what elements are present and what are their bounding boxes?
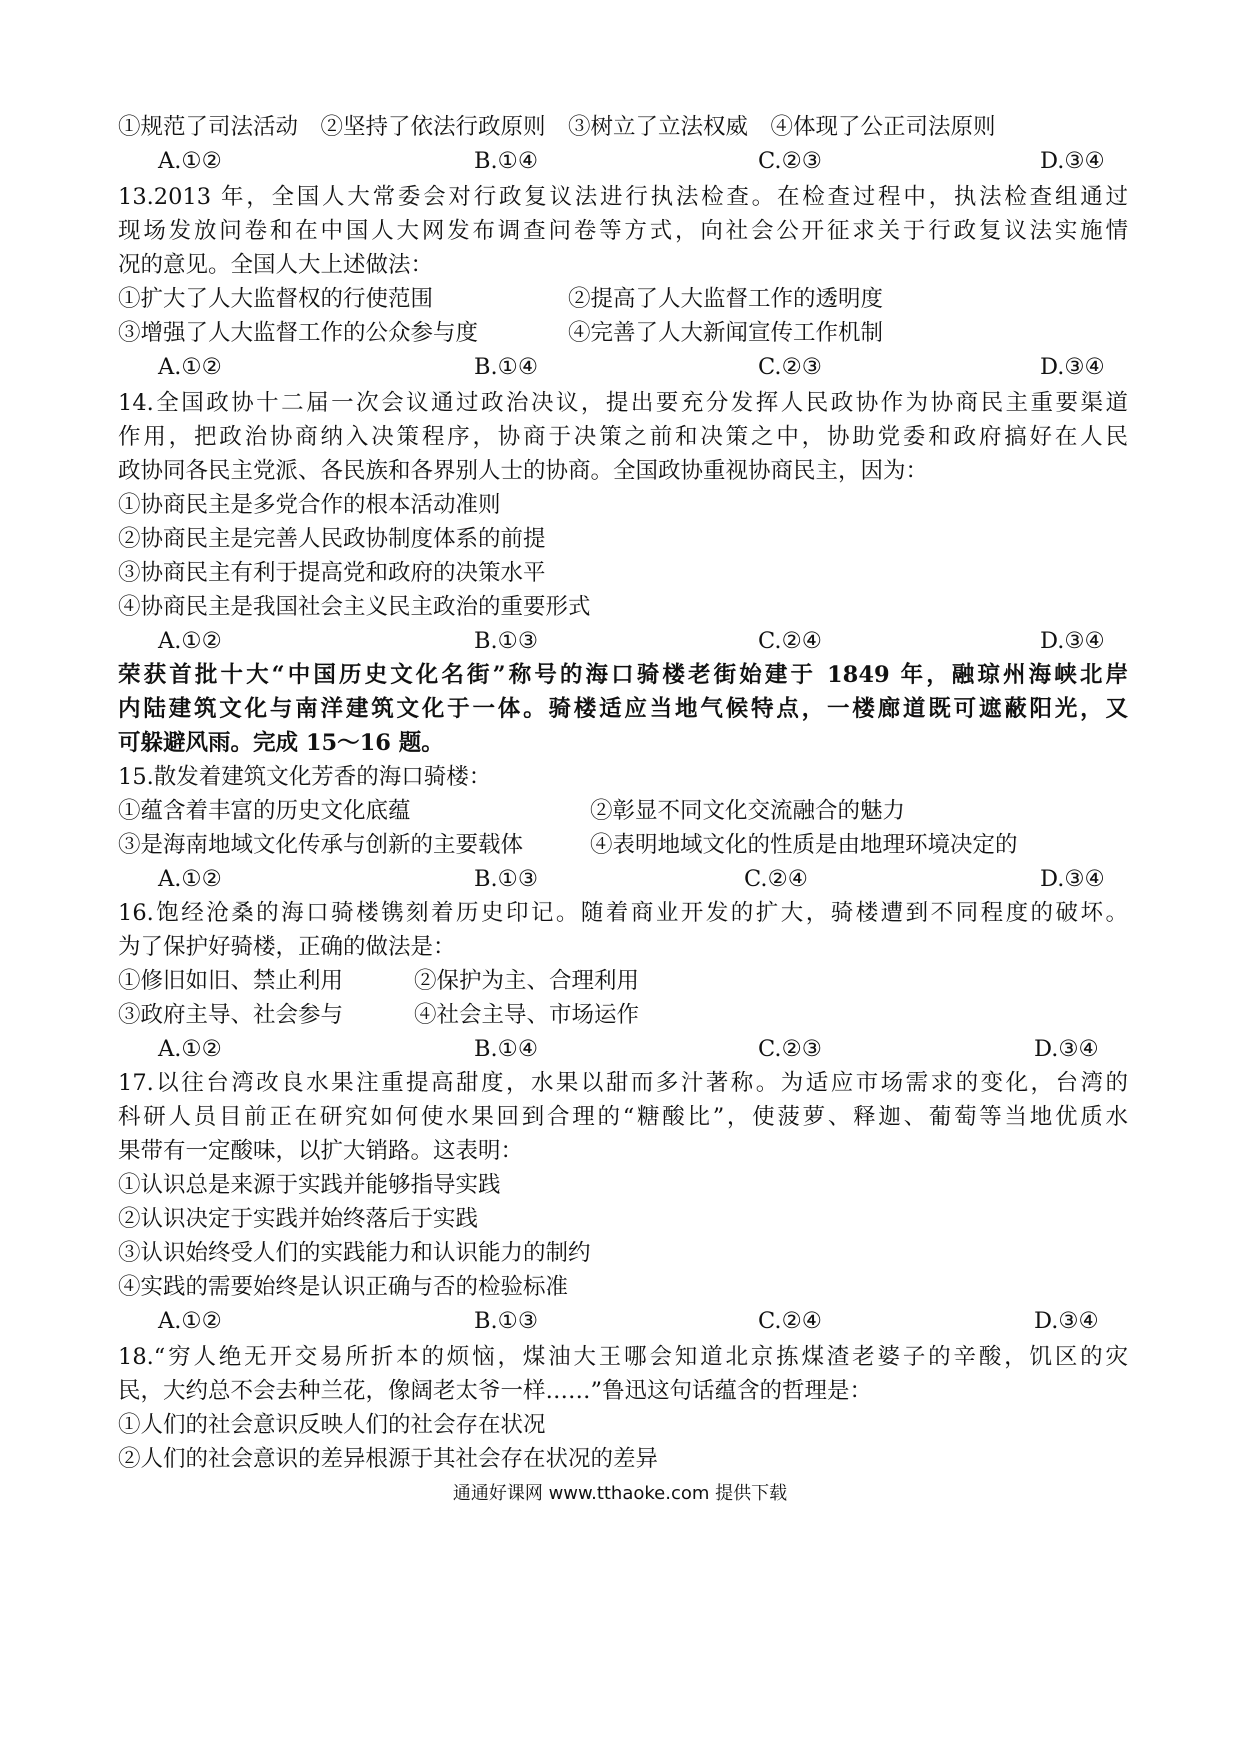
q18-option-2: ②人们的社会意识的差异根源于其社会存在状况的差异 <box>118 1446 659 1472</box>
q17-stem-line-1: 17.以往台湾改良水果注重提高甜度，水果以甜而多汁著称。为适应市场需求的变化，台湾的 <box>118 1070 1128 1096</box>
q16-answer-b: B.①④ <box>474 1036 539 1062</box>
q13-stem-line-1: 13.2013 年，全国人大常委会对行政复议法进行执法检查。在检查过程中，执法检查组通过 <box>118 184 1128 210</box>
q16-options-row-2 <box>118 1000 1128 1030</box>
q13-option-3: ③增强了人大监督工作的公众参与度 <box>118 320 479 346</box>
q13-answer-c: C.②③ <box>758 354 822 380</box>
q14-option-4: ④协商民主是我国社会主义民主政治的重要形式 <box>118 594 591 620</box>
q13-answer-a: A.①② <box>158 354 222 380</box>
q14-answer-a: A.①② <box>158 628 222 654</box>
q16-option-4: ④社会主导、市场运作 <box>414 1002 640 1028</box>
q15-stem: 15.散发着建筑文化芳香的海口骑楼： <box>118 764 492 790</box>
q14-option-2: ②协商民主是完善人民政协制度体系的前提 <box>118 526 546 552</box>
q15-answer-d: D.③④ <box>1040 866 1105 892</box>
q12-answer-c: C.②③ <box>758 148 822 174</box>
q16-option-2: ②保护为主、合理利用 <box>414 968 640 994</box>
q16-options-row-1 <box>118 966 1128 996</box>
q17-stem-line-2: 科研人员目前正在研究如何使水果回到合理的“糖酸比”，使菠萝、释迦、葡萄等当地优质水 <box>118 1104 1128 1130</box>
q17-option-2: ②认识决定于实践并始终落后于实践 <box>118 1206 479 1232</box>
q17-option-4: ④实践的需要始终是认识正确与否的检验标准 <box>118 1274 569 1300</box>
q16-option-1: ①修旧如旧、禁止利用 <box>118 968 344 994</box>
q14-stem-line-2: 作用，把政治协商纳入决策程序，协商于决策之前和决策之中，协助党委和政府搞好在人民 <box>118 424 1128 450</box>
q13-options-row-1 <box>118 284 1128 314</box>
q14-stem-line-3: 政协同各民主党派、各民族和各界别人士的协商。全国政协重视协商民主，因为： <box>118 458 929 484</box>
q17-answer-b: B.①③ <box>474 1308 539 1334</box>
q18-option-1: ①人们的社会意识反映人们的社会存在状况 <box>118 1412 546 1438</box>
material-line-2: 内陆建筑文化与南洋建筑文化于一体。骑楼适应当地气候特点，一楼廊道既可遮蔽阳光，又 <box>118 696 1128 722</box>
q16-stem-line-2: 为了保护好骑楼，正确的做法是： <box>118 934 456 960</box>
material-line-1: 荣获首批十大“中国历史文化名街”称号的海口骑楼老街始建于 1849 年，融琼州海峡北岸 <box>118 662 1128 688</box>
page-footer: 通通好课网 www.tthaoke.com 提供下载 <box>452 1483 788 1504</box>
q13-stem-line-2: 现场发放问卷和在中国人大网发布调查问卷等方式，向社会公开征求关于行政复议法实施情 <box>118 218 1128 244</box>
q16-answer-c: C.②③ <box>758 1036 822 1062</box>
q17-answer-a: A.①② <box>158 1308 222 1334</box>
q12-answer-a: A.①② <box>158 148 222 174</box>
q13-answer-b: B.①④ <box>474 354 539 380</box>
q18-stem-line-2: 民，大约总不会去种兰花，像阔老太爷一样……”鲁迅这句话蕴含的哲理是： <box>118 1378 873 1404</box>
q15-option-2: ②彰显不同文化交流融合的魅力 <box>590 798 906 824</box>
q15-options-row-1 <box>118 796 1128 826</box>
q14-answer-d: D.③④ <box>1040 628 1105 654</box>
q16-answer-d: D.③④ <box>1034 1036 1099 1062</box>
q14-answer-c: C.②④ <box>758 628 822 654</box>
q14-answer-b: B.①③ <box>474 628 539 654</box>
q12-answer-d: D.③④ <box>1040 148 1105 174</box>
q15-option-3: ③是海南地域文化传承与创新的主要载体 <box>118 832 524 858</box>
q13-options-row-2 <box>118 318 1128 348</box>
q15-option-1: ①蕴含着丰富的历史文化底蕴 <box>118 798 411 824</box>
q15-option-4: ④表明地域文化的性质是由地理环境决定的 <box>590 832 1018 858</box>
q15-answer-b: B.①③ <box>474 866 539 892</box>
q13-option-1: ①扩大了人大监督权的行使范围 <box>118 286 434 312</box>
q15-answer-a: A.①② <box>158 866 222 892</box>
q13-answer-d: D.③④ <box>1040 354 1105 380</box>
q17-answer-c: C.②④ <box>758 1308 822 1334</box>
material-line-3: 可躲避风雨。完成 15～16 题。 <box>118 730 444 756</box>
q13-stem-line-3: 况的意见。全国人大上述做法： <box>118 252 434 278</box>
q17-stem-line-3: 果带有一定酸味，以扩大销路。这表明： <box>118 1138 524 1164</box>
q16-answer-a: A.①② <box>158 1036 222 1062</box>
q12-options-line: ①规范了司法活动 ②坚持了依法行政原则 ③树立了立法权威 ④体现了公正司法原则 <box>118 114 996 140</box>
q17-option-3: ③认识始终受人们的实践能力和认识能力的制约 <box>118 1240 591 1266</box>
q14-option-3: ③协商民主有利于提高党和政府的决策水平 <box>118 560 546 586</box>
q16-option-3: ③政府主导、社会参与 <box>118 1002 344 1028</box>
q17-option-1: ①认识总是来源于实践并能够指导实践 <box>118 1172 501 1198</box>
q14-option-1: ①协商民主是多党合作的根本活动准则 <box>118 492 501 518</box>
q17-answer-d: D.③④ <box>1034 1308 1099 1334</box>
q12-answer-b: B.①④ <box>474 148 539 174</box>
q16-stem-line-1: 16.饱经沧桑的海口骑楼镌刻着历史印记。随着商业开发的扩大，骑楼遭到不同程度的破坏。 <box>118 900 1128 926</box>
q13-option-4: ④完善了人大新闻宣传工作机制 <box>568 320 884 346</box>
q13-option-2: ②提高了人大监督工作的透明度 <box>568 286 884 312</box>
q15-answer-c: C.②④ <box>744 866 808 892</box>
q15-options-row-2 <box>118 830 1128 860</box>
q14-stem-line-1: 14.全国政协十二届一次会议通过政治决议，提出要充分发挥人民政协作为协商民主重要渠道 <box>118 390 1128 416</box>
q18-stem-line-1: 18.“穷人绝无开交易所折本的烦恼，煤油大王哪会知道北京拣煤渣老婆子的辛酸，饥区的灾 <box>118 1344 1128 1370</box>
